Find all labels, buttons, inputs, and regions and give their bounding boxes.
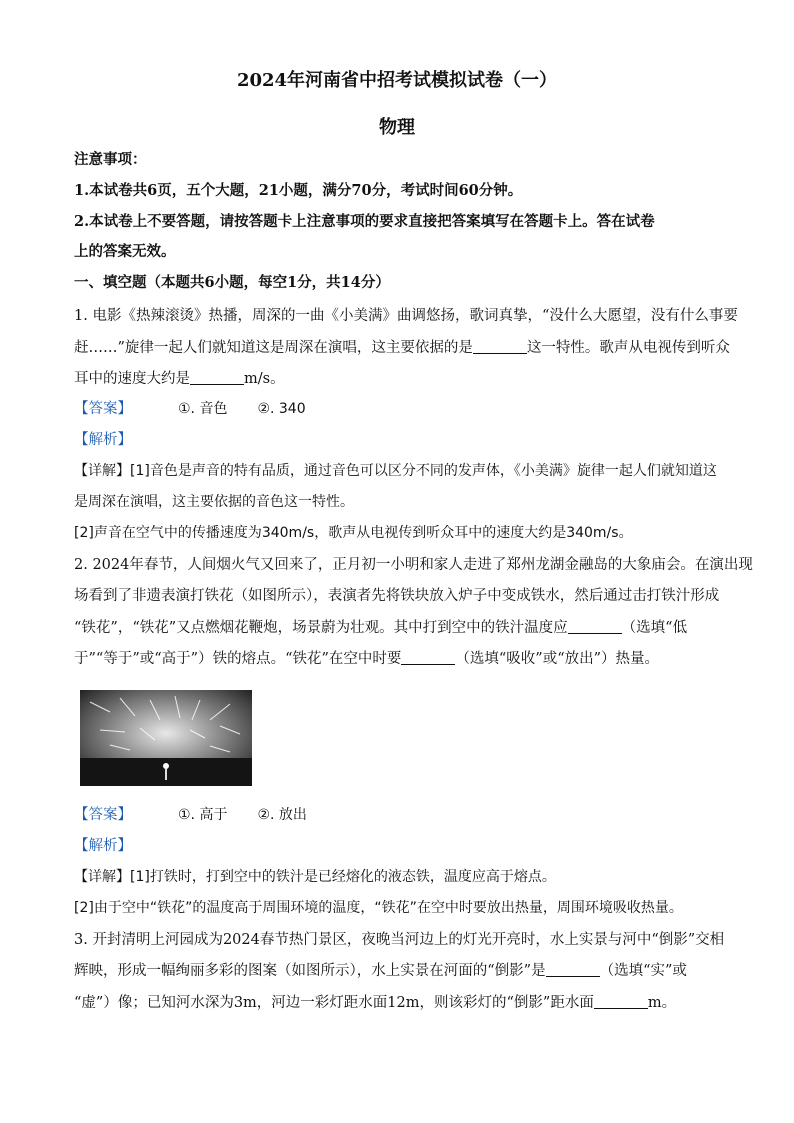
q2-line-1: 2. 2024年春节，人间烟火气又回来了，正月初一小明和家人走进了郑州龙湖金融岛的大象庙会。在演出现	[74, 557, 753, 573]
section-1-heading: 一、填空题（本题共6小题，每空1分，共14分）	[74, 274, 390, 291]
q2-blank-1	[568, 619, 622, 634]
notice-heading: 注意事项：	[74, 151, 147, 168]
q1-blank-1	[473, 339, 527, 354]
q3-line-2	[74, 961, 724, 981]
q2-answer-row	[74, 805, 724, 825]
q2-blank-2	[401, 650, 455, 665]
q2-line-4-text-b: （选填“吸收”或“放出”）热量。	[455, 651, 660, 667]
q1-answer-label: 【答案】	[74, 401, 132, 417]
q1-line-2-text-b: 这一特性。歌声从电视传到听众	[526, 340, 730, 356]
q2-line-4-text-a: 于”“等于”或“高于”）铁的熔点。“铁花”在空中时要	[74, 651, 402, 667]
q3-line-1: 3. 开封清明上河园成为2024春节热门景区，夜晚当河边上的灯光开亮时，水上实景与河中“倒影”交相	[74, 932, 725, 948]
q1-line-3-text-a: 耳中的速度大约是	[74, 371, 190, 387]
q1-answer-row	[74, 399, 724, 419]
q1-line-1: 1. 电影《热辣滚烫》热播，周深的一曲《小美满》曲调悠扬，歌词真挚，“没什么大愿望，没有什么事要	[74, 308, 738, 324]
exam-title: 2024年河南省中招考试模拟试卷（一）	[236, 70, 558, 91]
q3-line-3-text-b: m。	[647, 995, 677, 1011]
q2-detail-text-1: [1]打铁时，打到空中的铁汁是已经熔化的液态铁，温度应高于熔点。	[130, 869, 556, 885]
q3-line-2-text-a: 辉映，形成一幅绚丽多彩的图案（如图所示），水上实景在河面的“倒影”是	[74, 963, 546, 979]
q2-line-2: 场看到了非遗表演打铁花（如图所示），表演者先将铁块放入炉子中变成铁水，然后通过击打铁汁形成	[74, 588, 720, 604]
notice-item-1: 1.本试卷共6页，五个大题，21小题，满分70分，考试时间60分钟。	[74, 182, 523, 199]
subject-title: 物理	[379, 117, 415, 138]
q1-line-2-text-a: 赶……”旋律一起人们就知道这是周深在演唱，这主要依据的是	[74, 340, 473, 356]
q2-line-3-text-b: （选填“低	[621, 620, 688, 636]
q2-line-3-text-a: “铁花”，“铁花”又点燃烟花鞭炮，场景蔚为壮观。其中打到空中的铁汁温度应	[74, 620, 568, 636]
q1-line-2	[74, 338, 730, 358]
q2-answer-2: ②. 放出	[257, 807, 307, 823]
q1-analysis-label: 【解析】	[74, 432, 132, 448]
q2-answer-1: ①. 高于	[178, 807, 228, 823]
q2-analysis-label: 【解析】	[74, 838, 132, 854]
q1-detail-text-1: [1]音色是声音的特有品质，通过音色可以区分不同的发声体，《小美满》旋律一起人们就知道这	[130, 463, 717, 479]
q1-blank-2	[190, 370, 244, 385]
q1-answer-2: ②. 340	[257, 401, 306, 417]
q2-line-3	[74, 618, 724, 638]
q2-line-4	[74, 649, 724, 669]
q3-line-2-text-b: （选填“实”或	[599, 963, 687, 979]
q1-answer-1: ①. 音色	[178, 401, 228, 417]
q2-answer-label: 【答案】	[74, 807, 132, 823]
q1-detail-line-2: 是周深在演唱，这主要依据的音色这一特性。	[74, 494, 354, 510]
q3-line-3-text-a: “虚”）像；已知河水深为3m，河边一彩灯距水面12m，则该彩灯的“倒影”距水面	[74, 995, 594, 1011]
iron-flower-photo-graphic	[80, 690, 252, 786]
q2-detail-line-1	[74, 867, 724, 887]
q2-detail-line-2: [2]由于空中“铁花”的温度高于周围环境的温度，“铁花”在空中时要放出热量，周围环境吸收热量。	[74, 900, 683, 916]
q3-blank-2	[594, 994, 648, 1009]
q1-line-3-text-b: m/s。	[244, 371, 285, 387]
iron-flower-photo	[80, 690, 252, 786]
q3-blank-1	[546, 962, 600, 977]
q1-line-3	[74, 369, 724, 389]
notice-item-2-line-2: 上的答案无效。	[74, 243, 176, 260]
q1-detail-line-1	[74, 461, 724, 481]
q1-detail-label: 【详解】	[74, 463, 130, 479]
q3-line-3	[74, 993, 724, 1013]
notice-item-2-line-1: 2.本试卷上不要答题，请按答题卡上注意事项的要求直接把答案填写在答题卡上。答在试卷	[74, 213, 655, 230]
q2-detail-label: 【详解】	[74, 869, 130, 885]
q1-detail-line-3: [2]声音在空气中的传播速度为340m/s，歌声从电视传到听众耳中的速度大约是340m/s。	[74, 525, 633, 541]
